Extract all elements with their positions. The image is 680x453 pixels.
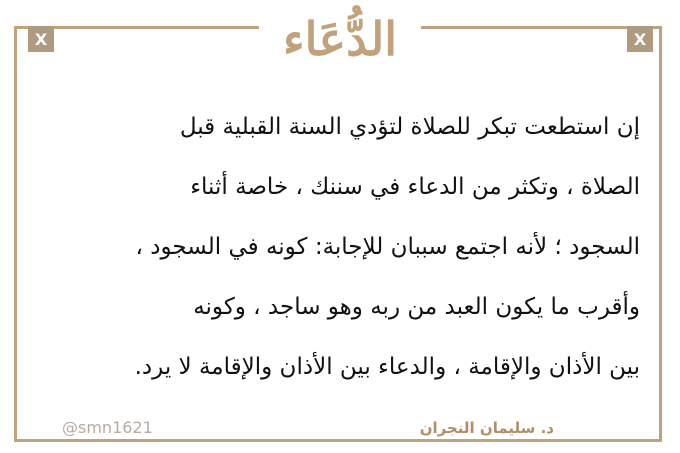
author-name: د. سليمان النجران	[412, 419, 562, 437]
x-logo-icon	[627, 26, 653, 52]
body-line: بين الأذان والإقامة ، والدعاء بين الأذان والإقامة لا يرد.	[134, 354, 640, 380]
page-title: الدُّعَاء	[282, 12, 398, 66]
title-wrap	[259, 0, 421, 78]
x-logo-label: X	[633, 29, 647, 49]
body-line: إن استطعت تبكر للصلاة لتؤدي السنة القبلية قبل	[179, 114, 640, 140]
body-line: السجود ؛ لأنه اجتمع سببان للإجابة: كونه في السجود ،	[135, 234, 640, 260]
body-line: وأقرب ما يكون العبد من ربه وهو ساجد ، وكونه	[193, 294, 640, 320]
x-logo-icon	[28, 26, 54, 52]
body-text	[40, 97, 640, 397]
body-line: الصلاة ، وتكثر من الدعاء في سننك ، خاصة أثناء	[190, 174, 640, 200]
social-handle: @smn1621	[54, 418, 161, 437]
x-logo-label: X	[34, 29, 48, 49]
